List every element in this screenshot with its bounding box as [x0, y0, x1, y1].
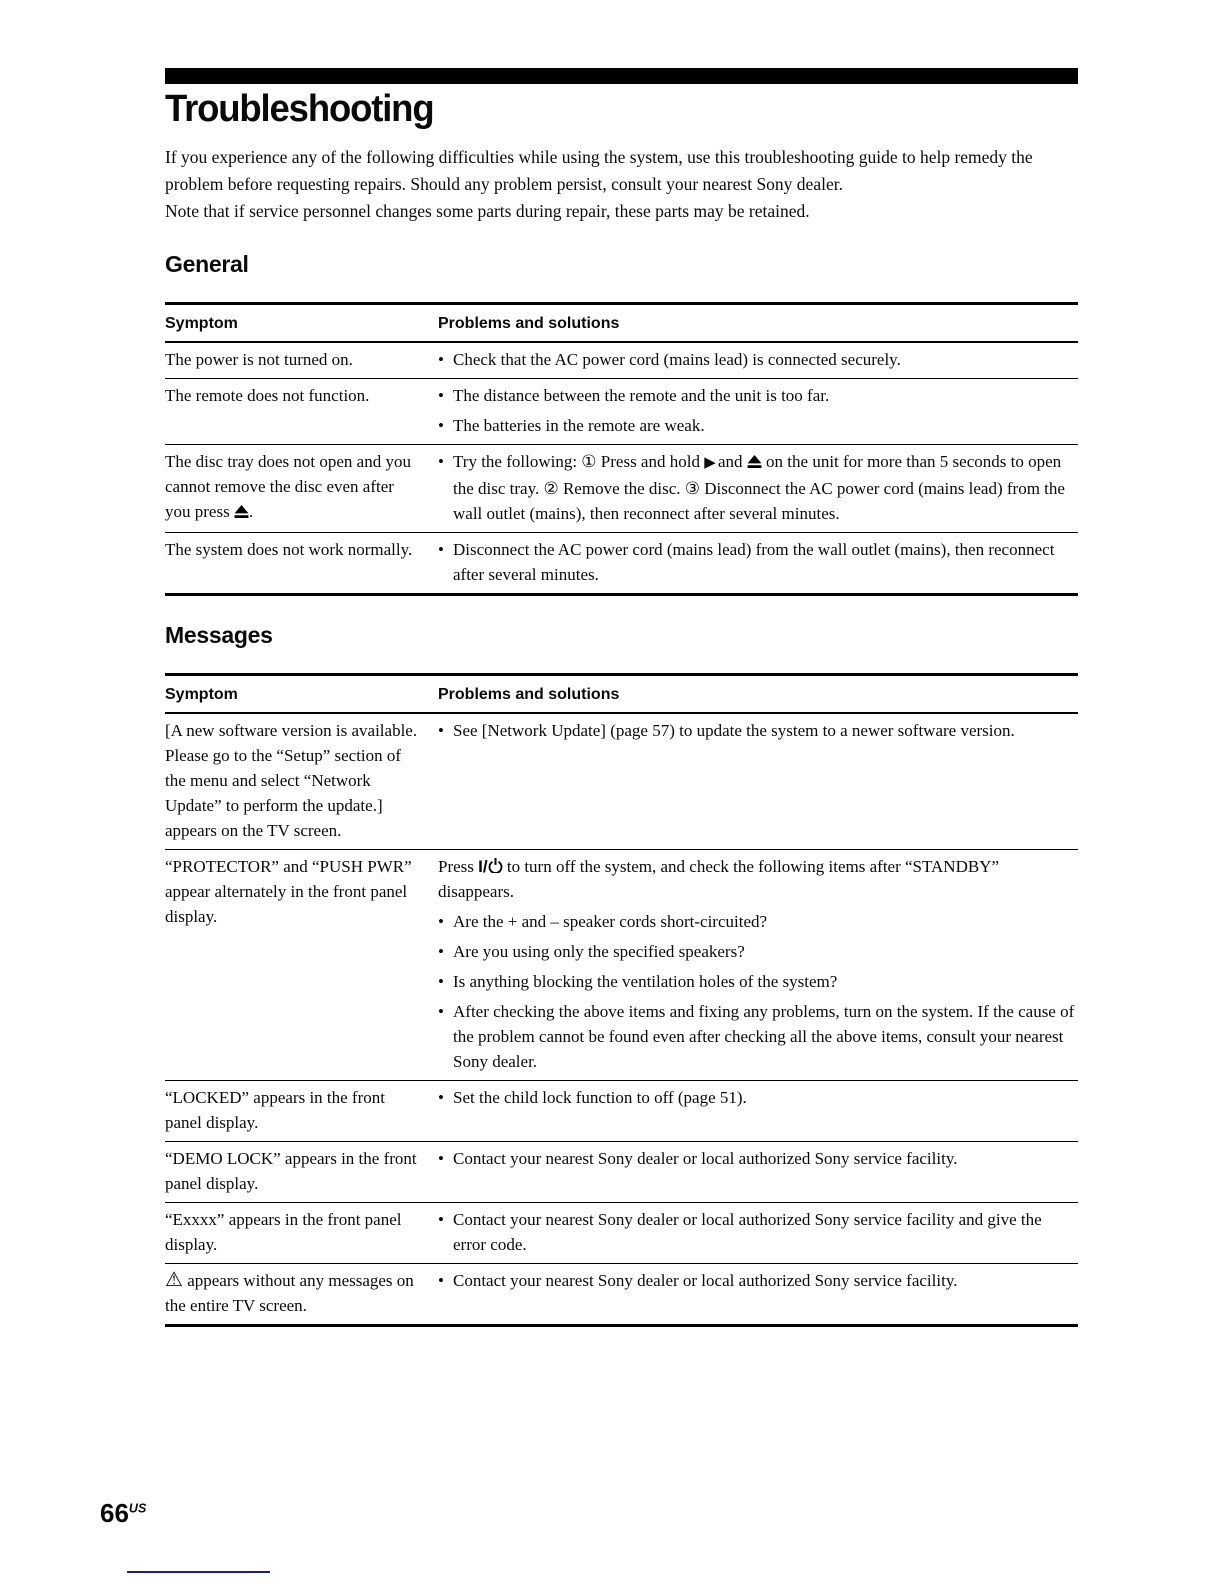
solution-item: • The distance between the remote and the unit is too far.: [438, 383, 1076, 408]
table-row: [165, 379, 1078, 445]
solutions-cell: [438, 854, 1078, 1074]
bullet-marker: •: [438, 350, 444, 370]
bullet-marker: •: [438, 721, 444, 741]
intro-paragraph: If you experience any of the following difficulties while using the system, use this troubleshooting guide to help remedy the problem before requesting repairs. Should any problem persist, consult your nearest Sony dealer.: [165, 146, 1033, 194]
bullet-marker: •: [438, 942, 444, 962]
column-header-symptom: Symptom: [165, 315, 238, 333]
bullet-marker: •: [438, 912, 444, 932]
table-row: [165, 1264, 1078, 1324]
symptom-cell: “LOCKED” appears in the front panel display.: [165, 1088, 385, 1133]
symptom-cell: The disc tray does not open and you cannot remove the disc even after you press .: [165, 452, 411, 522]
table-row: [165, 850, 1078, 1081]
bullet-marker: •: [438, 386, 444, 406]
bullet-marker: •: [438, 1210, 444, 1230]
table-header-row: [165, 676, 1078, 714]
intro-paragraph: Note that if service personnel changes some parts during repair, these parts may be retained.: [165, 200, 810, 221]
solution-item: • Are you using only the specified speakers?: [438, 939, 1076, 964]
solutions-cell: [438, 383, 1078, 438]
page-title: Troubleshooting: [165, 88, 434, 130]
bullet-marker: •: [438, 1002, 444, 1022]
table-row: [165, 533, 1078, 593]
page-number-value: 66: [100, 1498, 129, 1528]
table-row: [165, 1203, 1078, 1264]
power-icon: [478, 857, 502, 876]
solutions-cell: [438, 537, 1078, 587]
symptom-cell: “PROTECTOR” and “PUSH PWR” appear alternately in the front panel display.: [165, 857, 412, 927]
table-header-row: [165, 305, 1078, 343]
column-header-solutions: Problems and solutions: [438, 315, 620, 333]
solutions-cell: [438, 347, 1078, 372]
solutions-cell: [438, 1207, 1078, 1257]
solution-item: • Contact your nearest Sony dealer or local authorized Sony service facility and give the error code.: [438, 1207, 1076, 1257]
table-row: [165, 445, 1078, 533]
general-table: [165, 302, 1078, 596]
table-row: [165, 343, 1078, 379]
bullet-marker: •: [438, 452, 444, 472]
solution-item: • See [Network Update] (page 57) to update the system to a newer software version.: [438, 718, 1076, 743]
general-table-body: [165, 343, 1078, 593]
section-heading-general: General: [165, 250, 249, 277]
intro-text: [165, 144, 1078, 225]
solution-item: • Disconnect the AC power cord (mains lead) from the wall outlet (mains), then reconnect after several minutes.: [438, 537, 1076, 587]
title-rule: [165, 68, 1078, 84]
page-number: [100, 1498, 146, 1529]
symptom-cell: ⚠ appears without any messages on the entire TV screen.: [165, 1269, 414, 1316]
table-row: [165, 1081, 1078, 1142]
messages-table-body: [165, 714, 1078, 1324]
bullet-marker: •: [438, 540, 444, 560]
solution-item: Press I/ to turn off the system, and check the following items after “STANDBY” disappears.: [438, 857, 1000, 902]
solution-item: • After checking the above items and fixing any problems, turn on the system. If the cause of the problem cannot be found even after checking all the above items, consult your nearest Sony dealer.: [438, 999, 1076, 1074]
symptom-cell: [A new software version is available. Please go to the “Setup” section of the menu and select “Network Update” to perform the update.] appears on the TV screen.: [165, 721, 418, 841]
solution-item: • Try the following: ① Press and hold ▶ and on the unit for more than 5 seconds to open the disc tray. ② Remove the disc. ③ Disconnect the AC power cord (mains lead) from the wall outlet (mains), then reconnect after several minutes.: [438, 449, 1076, 526]
bullet-marker: •: [438, 1149, 444, 1169]
eject-icon: [747, 452, 762, 471]
play-icon: ▶: [704, 455, 714, 472]
warning-icon: ⚠: [165, 1269, 183, 1292]
solutions-cell: [438, 718, 1078, 843]
bullet-marker: •: [438, 416, 444, 436]
section-heading-messages: Messages: [165, 622, 273, 649]
solutions-cell: [438, 1085, 1078, 1135]
page-number-region: US: [128, 1501, 147, 1516]
solutions-cell: [438, 449, 1078, 526]
symptom-cell: The system does not work normally.: [165, 540, 413, 560]
table-row: [165, 714, 1078, 850]
bullet-marker: •: [438, 1271, 444, 1291]
column-header-solutions: Problems and solutions: [438, 686, 620, 704]
bullet-marker: •: [438, 1088, 444, 1108]
solutions-cell: [438, 1146, 1078, 1196]
column-header-symptom: Symptom: [165, 686, 238, 704]
solutions-cell: [438, 1268, 1078, 1318]
solution-item: • Are the + and – speaker cords short-circuited?: [438, 909, 1076, 934]
solution-item: • Check that the AC power cord (mains lead) is connected securely.: [438, 347, 1076, 372]
messages-table: [165, 673, 1078, 1327]
symptom-cell: “Exxxx” appears in the front panel display.: [165, 1210, 402, 1255]
solution-item: • Contact your nearest Sony dealer or local authorized Sony service facility.: [438, 1268, 1076, 1293]
table-row: [165, 1142, 1078, 1203]
solution-item: • The batteries in the remote are weak.: [438, 413, 1076, 438]
solution-item: • Contact your nearest Sony dealer or local authorized Sony service facility.: [438, 1146, 1076, 1171]
symptom-cell: The remote does not function.: [165, 386, 370, 406]
symptom-cell: The power is not turned on.: [165, 350, 353, 370]
solution-item: • Is anything blocking the ventilation holes of the system?: [438, 969, 1076, 994]
bullet-marker: •: [438, 972, 444, 992]
eject-icon: [234, 502, 249, 521]
footer-line: [127, 1571, 270, 1573]
symptom-cell: “DEMO LOCK” appears in the front panel display.: [165, 1149, 417, 1194]
power-icon-label: I/: [478, 857, 488, 877]
page-content: [165, 68, 1078, 1327]
section-messages: [165, 623, 1078, 1327]
section-general: [165, 252, 1078, 596]
solution-item: • Set the child lock function to off (page 51).: [438, 1085, 1076, 1110]
